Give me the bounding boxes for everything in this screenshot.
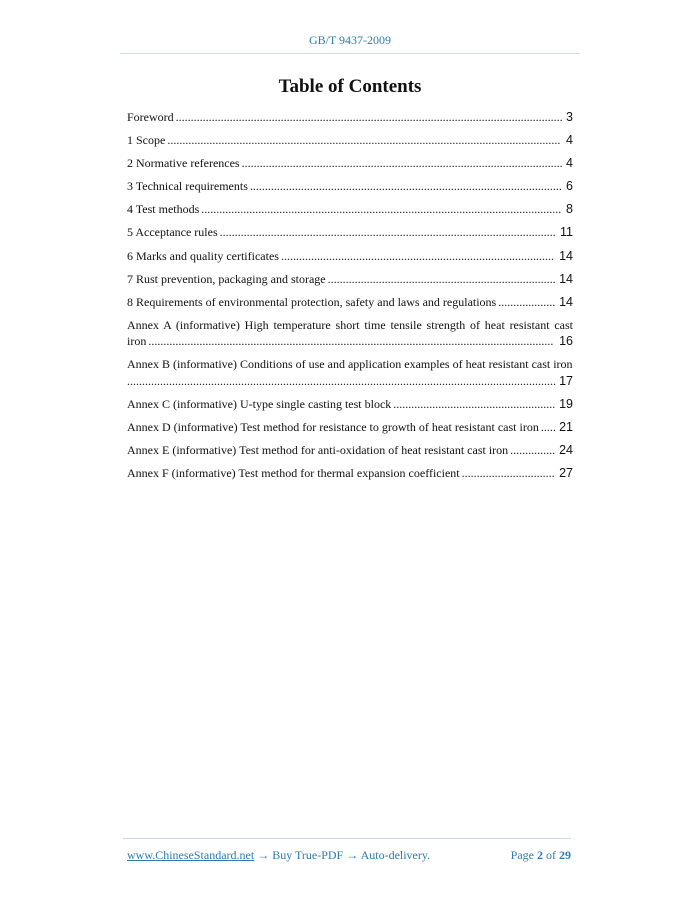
dot-leader: ...................................................... [393, 397, 556, 412]
toc-entry[interactable] [127, 248, 573, 265]
dot-leader: ....................................................................................................................................... [148, 334, 554, 349]
table-of-contents [127, 109, 573, 488]
toc-entry-title: Annex E (informative) Test method for anti-oxidation of heat resistant cast iron [127, 443, 509, 458]
website-link[interactable]: www.ChineseStandard.net [127, 848, 255, 862]
toc-entry[interactable] [127, 356, 573, 389]
dot-leader: ..... [540, 420, 556, 435]
toc-entry-page: 4 [566, 156, 573, 171]
toc-entry-title: 7 Rust prevention, packaging and storage [127, 271, 326, 286]
toc-entry[interactable] [127, 396, 573, 413]
page-indicator [511, 848, 571, 863]
toc-entry-page: 14 [559, 294, 573, 309]
toc-entry[interactable] [127, 201, 573, 218]
toc-entry-page: 24 [559, 443, 573, 458]
dot-leader: ........................................................................................................................ [201, 202, 562, 217]
footer-tagline: → Buy True-PDF → Auto-delivery. [254, 848, 431, 862]
dot-leader: ............................................................................................................................................... [127, 373, 556, 388]
toc-entry-title: Annex D (informative) Test method for resistance to growth of heat resistant cast iron [127, 420, 539, 435]
toc-entry-title: 4 Test methods [127, 202, 200, 217]
toc-entry-page: 21 [559, 420, 573, 435]
toc-entry[interactable] [127, 155, 573, 172]
dot-leader: ................................................................................................................................. [175, 110, 563, 124]
page-title: Table of Contents [278, 76, 422, 97]
toc-entry-title: 5 Acceptance rules [127, 225, 218, 240]
toc-entry-title: 6 Marks and quality certificates [127, 248, 279, 263]
toc-entry-title: 8 Requirements of environmental protection, safety and laws and regulations [127, 294, 497, 309]
toc-entry[interactable] [127, 224, 573, 241]
toc-entry-page: 6 [566, 179, 573, 194]
dot-leader: ........................................................................................................ [249, 179, 562, 194]
toc-entry-title: 1 Scope [127, 133, 166, 148]
toc-entry[interactable] [127, 271, 573, 288]
toc-entry-page: 16 [559, 334, 573, 349]
toc-entry-page: 4 [566, 133, 573, 148]
toc-entry-title: Annex B (informative) Conditions of use and application examples of heat resistant cast iron [127, 357, 573, 372]
header-divider [120, 53, 580, 54]
dot-leader: ........................................................................................... [280, 248, 554, 263]
dot-leader: ............................................................................ [327, 271, 556, 286]
dot-leader: ............................... [461, 466, 555, 481]
toc-entry[interactable] [127, 442, 573, 459]
toc-entry-page: 8 [566, 202, 573, 217]
dot-leader: ................................................................................................................ [219, 225, 556, 240]
footer [127, 848, 571, 863]
toc-entry-page: 19 [559, 397, 573, 412]
toc-entry[interactable] [127, 178, 573, 195]
toc-entry[interactable] [127, 132, 573, 149]
toc-entry-title: Annex A (informative) High temperature short time tensile strength of heat resistant cast iron [127, 317, 573, 349]
toc-entry-title: Annex C (informative) U-type single casting test block [127, 397, 392, 412]
page-current: 2 [537, 848, 543, 862]
dot-leader: ............... [510, 443, 556, 458]
toc-entry-page: 11 [560, 225, 573, 240]
toc-entry[interactable] [127, 465, 573, 482]
toc-entry[interactable] [127, 294, 573, 311]
page-total: 29 [559, 848, 571, 862]
toc-entry-page: 14 [559, 271, 573, 286]
page-label: Page [510, 848, 534, 862]
toc-entry-title: Foreword [127, 110, 174, 124]
running-header: GB/T 9437-2009 [308, 33, 392, 47]
toc-entry-page: 14 [559, 248, 573, 263]
toc-entry[interactable] [127, 109, 573, 126]
dot-leader: ................................................................................................................................... [167, 133, 561, 148]
toc-entry-title: Annex F (informative) Test method for thermal expansion coefficient [127, 466, 460, 481]
toc-entry-page: 17 [559, 373, 573, 388]
toc-entry[interactable] [127, 317, 573, 350]
toc-entry-title: 2 Normative references [127, 156, 240, 171]
dot-leader: ........................................................................................................... [241, 156, 563, 171]
toc-entry[interactable] [127, 419, 573, 436]
dot-leader: ................... [498, 294, 556, 309]
toc-entry-title: 3 Technical requirements [127, 179, 248, 194]
toc-entry-page: 27 [559, 466, 573, 481]
toc-entry-page: 3 [566, 110, 573, 124]
footer-divider [123, 838, 571, 839]
page-of: of [546, 848, 556, 862]
